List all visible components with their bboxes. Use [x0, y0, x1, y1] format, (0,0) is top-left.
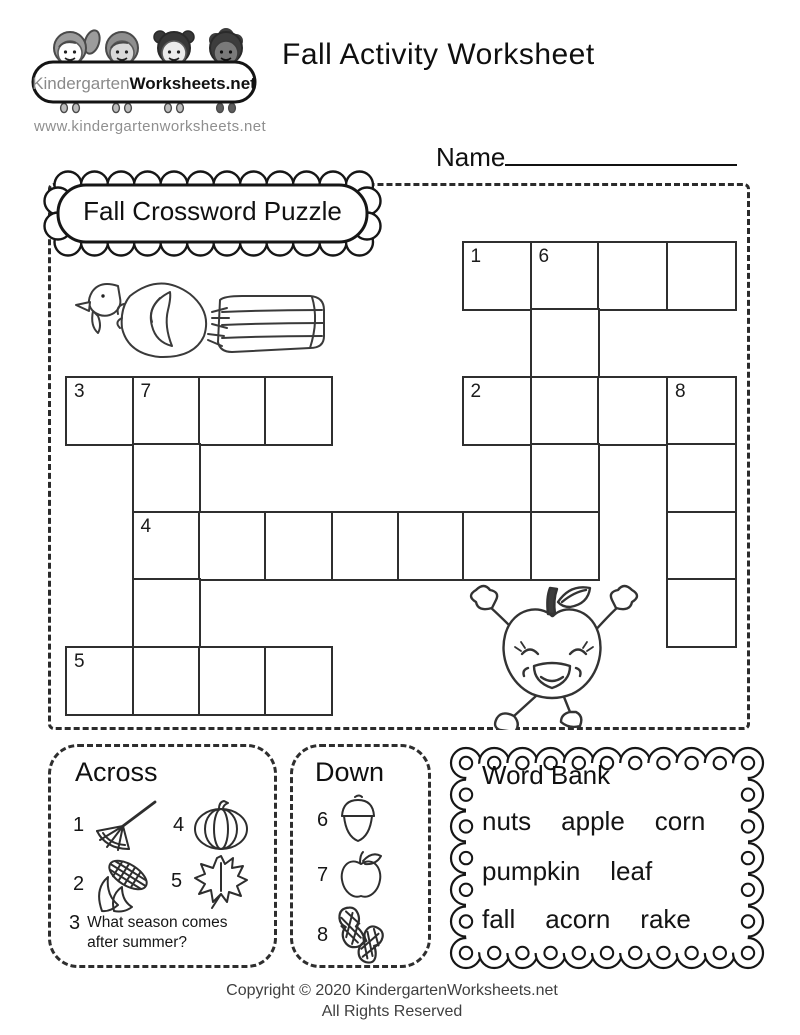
crossword-cell-number: 4 [140, 515, 152, 537]
word-bank-row [482, 856, 652, 887]
crossword-cell-number: 8 [675, 380, 686, 402]
word-bank-word: pumpkin [482, 856, 581, 886]
crossword-cell[interactable] [198, 646, 267, 716]
down-clues-box [290, 744, 431, 968]
name-row [436, 138, 737, 173]
crossword-cell-number: 5 [74, 650, 85, 672]
crossword-cell[interactable] [132, 646, 201, 716]
across-clue-5 [171, 851, 252, 911]
crossword-cell-number: 2 [470, 380, 482, 402]
crossword-cell[interactable] [331, 511, 400, 581]
pumpkin-icon [192, 799, 250, 851]
crossword-cell[interactable] [530, 376, 600, 446]
crossword-cell[interactable] [666, 241, 737, 311]
crossword-cell[interactable] [264, 646, 333, 716]
puzzle-banner-title: Fall Crossword Puzzle [83, 196, 342, 226]
across-clue-4 [173, 799, 250, 851]
word-bank-row [482, 904, 691, 935]
across-title: Across [75, 757, 158, 787]
leaf-icon [190, 851, 252, 911]
logo-text-light: Kindergarten [32, 74, 130, 93]
crossword-cell-number: 3 [74, 380, 85, 402]
svg-text:KindergartenWorksheets.net [32, 74, 256, 93]
apple-character-illustration [450, 580, 658, 730]
crossword-cell-1[interactable] [462, 241, 533, 311]
name-label: Name [436, 142, 506, 172]
crossword-cell-7[interactable] [132, 376, 201, 446]
crossword-cell-number: 7 [140, 380, 152, 402]
across-clue-3 [69, 913, 239, 953]
crossword-cell[interactable] [132, 578, 201, 648]
logo-text-bold: Worksheets.net [129, 74, 256, 93]
crossword-cell-3[interactable] [65, 376, 134, 446]
corn-icon [92, 855, 156, 913]
clue-text: What season comes after summer? [87, 914, 228, 951]
crossword-cell[interactable] [530, 511, 600, 581]
word-bank-word: fall [482, 904, 516, 934]
crossword-cell-2[interactable] [462, 376, 533, 446]
clue-number: 4 [173, 813, 185, 836]
footer [0, 980, 784, 1022]
crossword-cell[interactable] [597, 241, 669, 311]
rake-icon [92, 799, 158, 851]
rights-line: All Rights Reserved [321, 1003, 463, 1020]
crossword-cell[interactable] [666, 578, 737, 648]
down-clue-6 [317, 793, 380, 847]
word-bank-title: Word Bank [482, 760, 611, 790]
turkey-illustration [72, 260, 334, 366]
crossword-cell-6[interactable] [530, 241, 600, 311]
apple-icon [336, 849, 386, 901]
down-clue-7 [317, 849, 386, 901]
copyright-line: Copyright © 2020 KindergartenWorksheets.net [226, 982, 558, 999]
crossword-cell[interactable] [264, 376, 333, 446]
across-clues-box [48, 744, 277, 968]
across-clue-1 [73, 799, 158, 851]
crossword-cell[interactable] [666, 511, 737, 581]
down-clue-8 [317, 905, 400, 965]
down-title: Down [315, 757, 385, 787]
word-bank-word: corn [654, 806, 706, 836]
acorn-icon [336, 793, 380, 847]
word-bank-box [446, 744, 768, 972]
word-bank-word: rake [640, 904, 691, 934]
clue-number: 2 [73, 872, 85, 895]
clue-number: 8 [317, 923, 329, 946]
site-url: www.kindergartenworksheets.net [34, 118, 267, 135]
clue-number: 7 [317, 863, 329, 886]
crossword-cell[interactable] [198, 376, 267, 446]
clue-number: 6 [317, 808, 329, 831]
crossword-cell-number: 1 [470, 245, 482, 267]
page-title: Fall Activity Worksheet [282, 38, 595, 71]
crossword-cell[interactable] [597, 376, 669, 446]
crossword-cell[interactable] [132, 443, 201, 513]
crossword-cell[interactable] [198, 511, 267, 581]
crossword-cell[interactable] [530, 308, 600, 378]
crossword-cell-number: 6 [538, 245, 550, 267]
word-bank-row [482, 806, 705, 837]
crossword-cell[interactable] [397, 511, 465, 581]
word-bank-word: apple [561, 806, 625, 836]
word-bank-word: acorn [545, 904, 611, 934]
crossword-cell-5[interactable] [65, 646, 134, 716]
crossword-cell[interactable] [264, 511, 333, 581]
kindergarten-worksheets-logo [30, 18, 258, 118]
crossword-cell[interactable] [462, 511, 533, 581]
clue-number: 1 [73, 813, 85, 836]
peanuts-icon [336, 905, 400, 965]
name-input-line[interactable] [505, 138, 737, 166]
crossword-cell-4[interactable] [132, 511, 201, 581]
clue-number: 3 [69, 912, 81, 934]
word-bank-word: leaf [610, 856, 653, 886]
word-bank-word: nuts [482, 806, 532, 836]
crossword-cell[interactable] [666, 443, 737, 513]
clue-number: 5 [171, 869, 183, 892]
crossword-cell[interactable] [530, 443, 600, 513]
across-clue-2 [73, 855, 156, 913]
crossword-cell-8[interactable] [666, 376, 737, 446]
